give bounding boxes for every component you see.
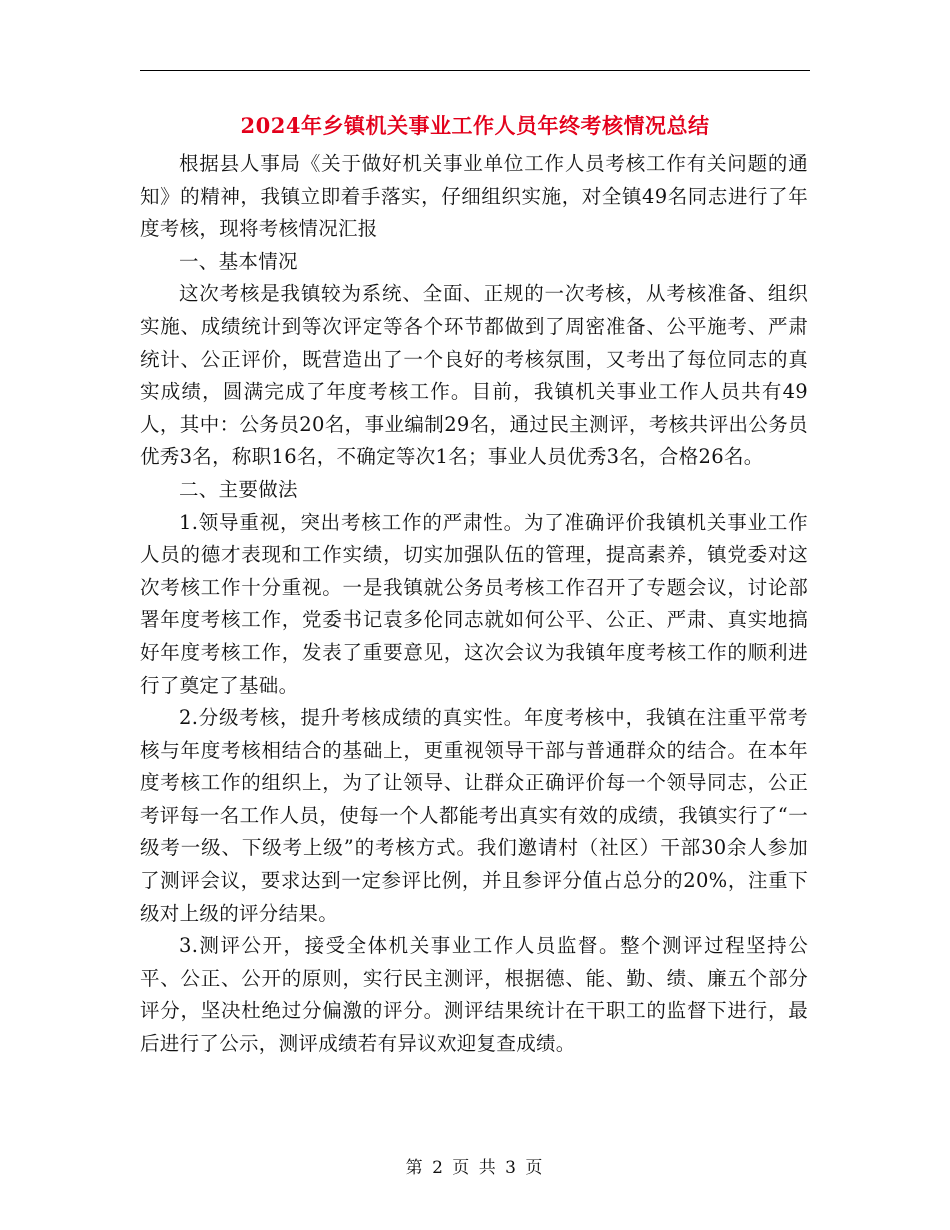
document-body [140,148,808,1061]
practice-paragraph-1: 1.领导重视，突出考核工作的严肃性。为了准确评价我镇机关事业工作人员的德才表现和工作实绩，切实加强队伍的管理，提高素养，镇党委对这次考核工作十分重视。一是我镇就公务员考核工作召开了专题会议，讨论部署年度考核工作，党委书记袁多伦同志就如何公平、公正、严肃、真实地搞好年度考核工作，发表了重要意见，这次会议为我镇年度考核工作的顺利进行了奠定了基础。 [140,510,808,697]
section-heading-basic-situation: 一、基本情况 [179,249,298,273]
practice-paragraph-2: 2.分级考核，提升考核成绩的真实性。年度考核中，我镇在注重平常考核与年度考核相结合的基础上，更重视领导干部与普通群众的结合。在本年度考核工作的组织上，为了让领导、让群众正确评价每一个领导同志，公正考评每一名工作人员，使每一个人都能考出真实有效的成绩，我镇实行了“一级考一级、下级考上级”的考核方式。我们邀请村（社区）干部30余人参加了测评会议，要求达到一定参评比例，并且参评分值占总分的20%，注重下级对上级的评分结果。 [140,706,808,925]
intro-paragraph: 根据县人事局《关于做好机关事业单位工作人员考核工作有关问题的通知》的精神，我镇立即着手落实，仔细组织实施，对全镇49名同志进行了年度考核，现将考核情况汇报 [140,152,808,241]
practice-paragraph-3: 3.测评公开，接受全体机关事业工作人员监督。整个测评过程坚持公平、公正、公开的原则，实行民主测评，根据德、能、勤、绩、廉五个部分评分，坚决杜绝过分偏激的评分。测评结果统计在干职工的监督下进行，最后进行了公示，测评成绩若有异议欢迎复查成绩。 [140,934,808,1056]
document-title: 2024年乡镇机关事业工作人员年终考核情况总结 [240,113,710,138]
section-heading-main-practices: 二、主要做法 [179,477,298,501]
header-rule [140,70,810,71]
page-number: 第 2 页 共 3 页 [405,1158,545,1178]
basic-situation-paragraph: 这次考核是我镇较为系统、全面、正规的一次考核，从考核准备、组织实施、成绩统计到等次评定等各个环节都做到了周密准备、公平施考、严肃统计、公正评价，既营造出了一个良好的考核氛围，又考出了每位同志的真实成绩，圆满完成了年度考核工作。目前，我镇机关事业工作人员共有49人，其中：公务员20名，事业编制29名，通过民主测评，考核共评出公务员优秀3名，称职16名，不确定等次1名；事业人员优秀3名，合格26名。 [140,282,808,469]
